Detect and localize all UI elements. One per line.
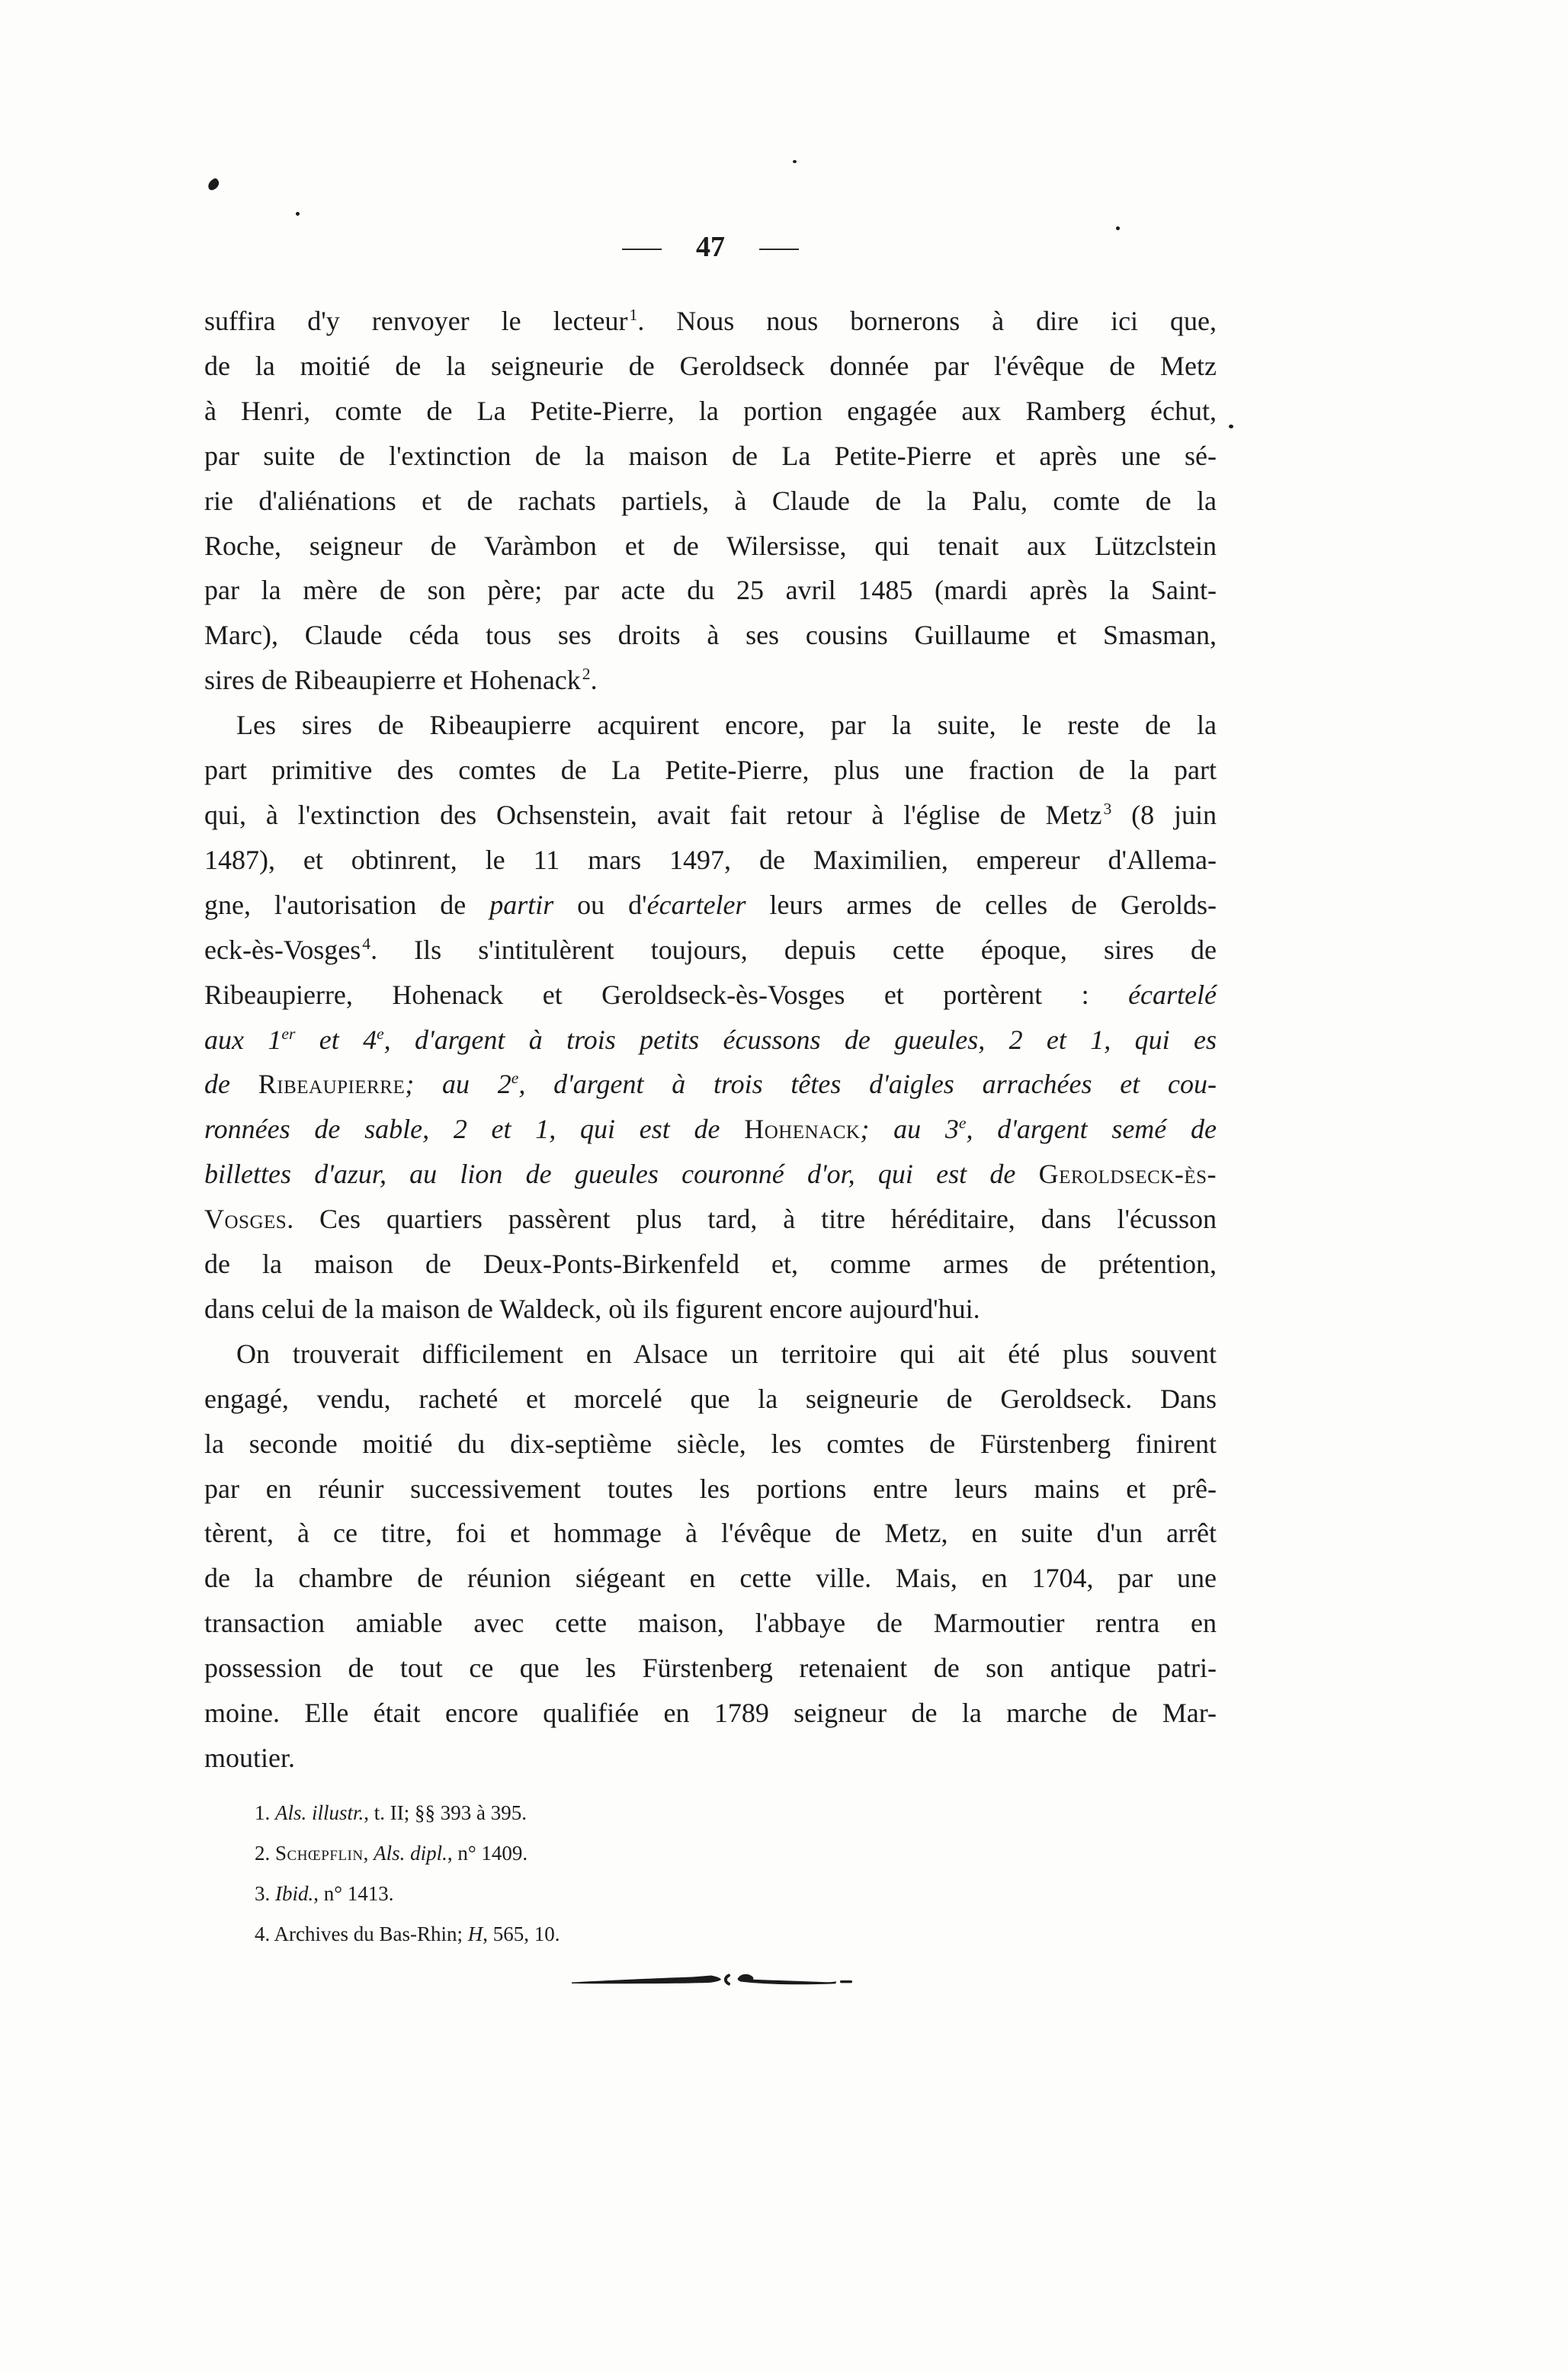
text-segment: de la chambre de réunion siégeant en cette ville. Mais, en 1704, par une — [204, 1563, 1217, 1594]
text-segment: suffira d'y renvoyer le lecteur — [204, 306, 628, 336]
text-line — [204, 613, 1217, 658]
text-segment: dans celui de la maison de Waldeck, où ils figurent encore aujourd'hui. — [204, 1293, 980, 1324]
text-segment: , 565, 10. — [483, 1922, 560, 1945]
text-line — [204, 1242, 1217, 1287]
page-header — [204, 230, 1217, 264]
footnote — [204, 1833, 1217, 1874]
paragraph — [204, 1332, 1217, 1781]
text-segment: er — [281, 1024, 296, 1043]
footnotes — [204, 1793, 1217, 1955]
text-segment: écarteler — [646, 889, 746, 920]
paragraph — [204, 703, 1217, 1332]
text-line — [204, 1107, 1217, 1152]
text-segment: , d'argent à trois têtes d'aigles arrachées et cou- — [518, 1069, 1217, 1100]
text-segment: possession de tout ce que les Fürstenberg retenaient de son antique patri- — [204, 1653, 1217, 1684]
text-line — [204, 1152, 1217, 1197]
text-segment: la seconde moitié du dix-septième siècle, les comtes de Fürstenberg finirent — [204, 1428, 1217, 1459]
text-line — [204, 479, 1217, 524]
scan-speck — [793, 160, 797, 163]
text-segment: et 4 — [295, 1024, 377, 1055]
text-segment: part primitive des comtes de La Petite-Pierre, plus une fraction de la part — [204, 755, 1217, 786]
text-segment: 1487), et obtinrent, le 11 mars 1497, de Maximilien, empereur d'Allema- — [204, 844, 1217, 875]
text-segment: billettes d'azur, au lion de gueules couronné d'or, qui est de — [204, 1159, 1039, 1190]
text-segment: e — [958, 1114, 967, 1133]
text-segment: , d'argent à trois petits écussons de gueules, 2 et 1, qui es — [383, 1024, 1217, 1055]
text-segment: . — [590, 665, 598, 696]
footnote — [204, 1793, 1217, 1833]
text-block — [204, 299, 1217, 1781]
scan-speck — [296, 212, 300, 216]
text-line — [204, 928, 1217, 973]
text-line — [204, 1018, 1217, 1063]
text-segment: moine. Elle était encore qualifiée en 1789 seigneur de la marche de Mar- — [204, 1698, 1217, 1729]
scan-speck — [206, 177, 221, 191]
text-segment: ronnées de sable, 2 et 1, qui est de — [204, 1114, 745, 1145]
text-segment: par en réunir successivement toutes les portions entre leurs mains et prê- — [204, 1473, 1217, 1504]
text-line — [204, 973, 1217, 1018]
text-line — [204, 703, 1217, 748]
text-line — [204, 1691, 1217, 1736]
text-segment: e — [511, 1069, 519, 1088]
text-segment: tèrent, à ce titre, foi et hommage à l'évêque de Metz, en suite d'un arrêt — [204, 1518, 1217, 1549]
text-segment: 4. Archives du Bas-Rhin; — [255, 1922, 468, 1945]
text-line — [204, 1601, 1217, 1646]
text-segment: 2. — [255, 1842, 275, 1865]
footnote — [204, 1914, 1217, 1955]
footnote — [204, 1874, 1217, 1914]
text-segment: Geroldseck-ès- — [1038, 1159, 1217, 1190]
text-segment: ou d' — [553, 889, 647, 920]
text-segment: transaction amiable avec cette maison, l'abbaye de Marmoutier rentra en — [204, 1608, 1217, 1639]
text-segment: , n° 1409. — [447, 1842, 528, 1865]
text-segment: 4 — [362, 934, 371, 953]
text-segment: Vosges — [204, 1204, 287, 1235]
text-segment: 2 — [582, 665, 591, 684]
text-segment: gne, l'autorisation de — [204, 889, 490, 920]
text-segment: qui, à l'extinction des Ochsenstein, avait fait retour à l'église de Metz — [204, 799, 1102, 830]
text-segment: Ibid. — [275, 1882, 314, 1905]
text-segment: , d'argent semé de — [966, 1114, 1217, 1145]
text-line — [204, 1556, 1217, 1601]
text-segment: e — [377, 1024, 384, 1043]
text-segment: . Ces quartiers passèrent plus tard, à titre héréditaire, dans l'écusson — [287, 1204, 1217, 1235]
text-segment: 1. — [255, 1801, 275, 1824]
text-segment: Marc), Claude céda tous ses droits à ses cousins Guillaume et Smasman, — [204, 620, 1217, 651]
text-segment: partir — [489, 889, 554, 920]
text-segment: (8 juin — [1111, 799, 1217, 830]
text-segment: 3 — [1103, 799, 1112, 818]
text-line — [204, 748, 1217, 793]
text-segment: Ribeaupierre — [258, 1069, 406, 1100]
text-line — [204, 1287, 1217, 1332]
text-segment: de la moitié de la seigneurie de Geroldseck donnée par l'évêque de Metz — [204, 350, 1217, 381]
text-segment: moutier. — [204, 1743, 295, 1773]
text-segment: , t. II; §§ 393 à 395. — [364, 1801, 527, 1824]
text-line — [204, 1511, 1217, 1556]
text-segment: . Nous nous bornerons à dire ici que, — [637, 306, 1217, 336]
text-segment: Hohenack — [744, 1114, 861, 1145]
text-line — [204, 434, 1217, 479]
page-number: 47 — [696, 231, 725, 263]
text-segment: par la mère de son père; par acte du 25 avril 1485 (mardi après la Saint- — [204, 575, 1217, 606]
text-line — [204, 838, 1217, 883]
text-line — [204, 1062, 1217, 1107]
text-line — [204, 1646, 1217, 1691]
text-segment: On trouverait difficilement en Alsace un territoire qui ait été plus souvent — [236, 1338, 1217, 1369]
text-segment: H — [467, 1922, 483, 1945]
text-segment: à Henri, comte de La Petite-Pierre, la portion engagée aux Ramberg échut, — [204, 395, 1217, 426]
text-segment: Als. illustr. — [275, 1801, 364, 1824]
text-segment: engagé, vendu, racheté et morcelé que la seigneurie de Geroldseck. Dans — [204, 1383, 1217, 1414]
text-segment: leurs armes de celles de Gerolds- — [746, 889, 1217, 920]
text-segment: . Ils s'intitulèrent toujours, depuis cette époque, sires de — [370, 934, 1217, 965]
text-line — [204, 389, 1217, 434]
text-segment: par suite de l'extinction de la maison de La Petite-Pierre et après une sé- — [204, 440, 1217, 471]
text-line — [204, 1377, 1217, 1422]
text-segment: de — [204, 1069, 258, 1100]
text-segment: sires de Ribeaupierre et Hohenack — [204, 665, 581, 696]
text-segment: Ribeaupierre, Hohenack et Geroldseck-ès-Vosges et portèrent : — [204, 979, 1129, 1010]
text-segment: 3. — [255, 1882, 275, 1905]
text-segment: Roche, seigneur de Varàmbon et de Wilersisse, qui tenait aux Lützclstein — [204, 530, 1217, 561]
text-line — [204, 1197, 1217, 1242]
text-segment: , n° 1413. — [313, 1882, 394, 1905]
text-line — [204, 1422, 1217, 1467]
divider-ornament — [570, 1970, 854, 1993]
text-line — [204, 658, 1217, 703]
text-segment: rie d'aliénations et de rachats partiels, à Claude de la Palu, comte de la — [204, 485, 1217, 516]
text-segment: aux 1 — [204, 1024, 282, 1055]
scan-speck — [1229, 425, 1233, 428]
text-line — [204, 299, 1217, 344]
text-segment: eck-ès-Vosges — [204, 934, 361, 965]
text-segment: de la maison de Deux-Ponts-Birkenfeld et, comme armes de prétention, — [204, 1249, 1217, 1280]
text-line — [204, 568, 1217, 613]
page-number-left-dash: — — [622, 231, 662, 263]
text-segment: , — [363, 1842, 374, 1865]
text-line — [204, 793, 1217, 838]
text-line — [204, 344, 1217, 389]
text-line — [204, 1467, 1217, 1512]
text-segment: Schœpflin — [275, 1842, 364, 1865]
text-line — [204, 1736, 1217, 1781]
text-line — [204, 883, 1217, 928]
text-segment: écartelé — [1128, 979, 1217, 1010]
text-segment: ; au 2 — [405, 1069, 511, 1100]
text-segment: 1 — [629, 306, 638, 324]
text-segment: ; au 3 — [860, 1114, 959, 1145]
text-line — [204, 1332, 1217, 1377]
text-line — [204, 524, 1217, 569]
text-segment: Les sires de Ribeaupierre acquirent encore, par la suite, le reste de la — [236, 710, 1217, 741]
page-number-right-dash: — — [759, 231, 799, 263]
text-segment: Als. dipl. — [374, 1842, 447, 1865]
paragraph — [204, 299, 1217, 703]
